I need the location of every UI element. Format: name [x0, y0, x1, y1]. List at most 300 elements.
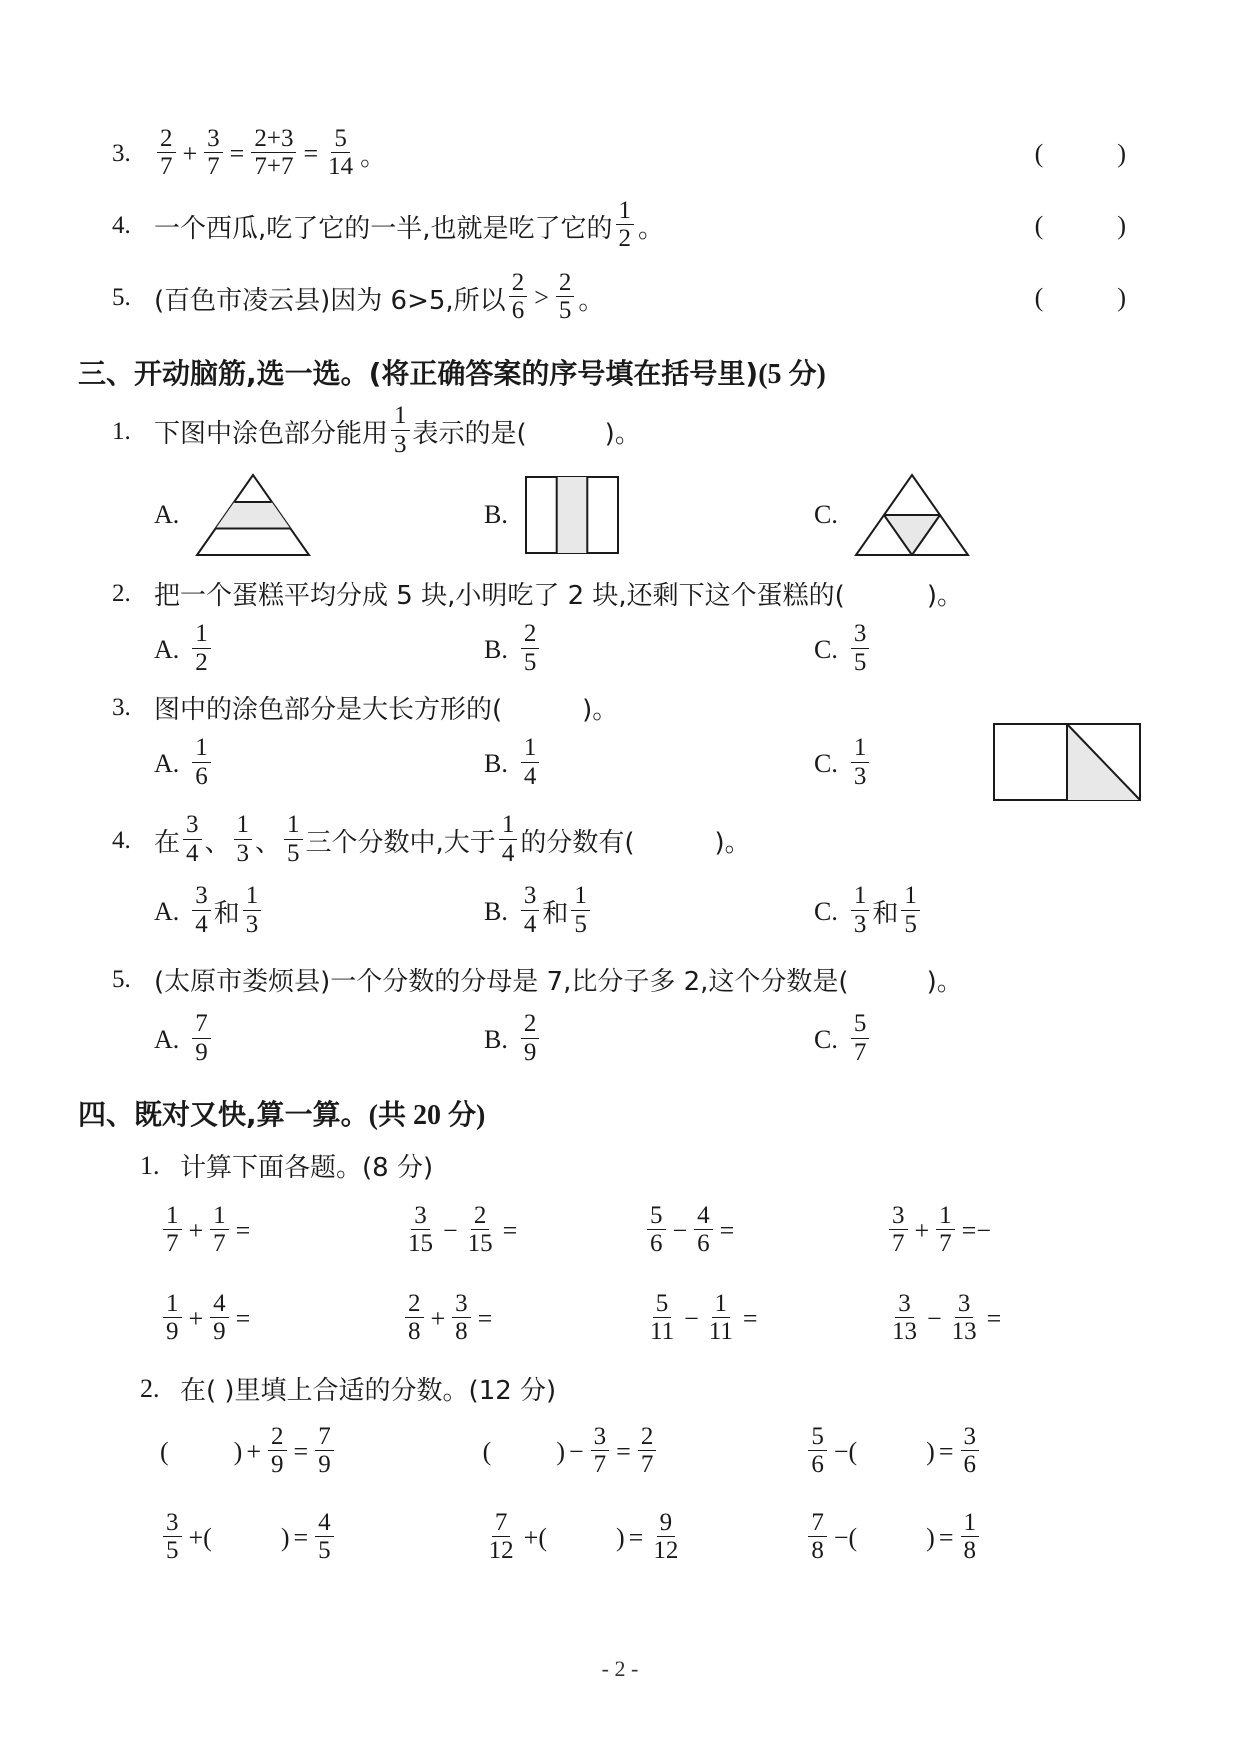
question-text [154, 813, 751, 868]
question-index: 3. [112, 693, 131, 721]
fill-fraction-2 [315, 1424, 334, 1479]
denominator: 9 [195, 1038, 208, 1066]
paren-left: ( [1034, 283, 1044, 312]
blank-paren-close: ) [556, 1437, 565, 1466]
question-text [154, 689, 618, 726]
option-b-label: B. [484, 500, 508, 529]
numerator: 2 [157, 126, 176, 154]
denominator: 5 [558, 297, 572, 324]
numerator: 2 [509, 270, 528, 298]
calc-cell[interactable] [644, 1278, 886, 1360]
question-text-end: )。 [926, 967, 963, 997]
paren-right: ) [1117, 211, 1126, 240]
denominator: 14 [328, 153, 354, 180]
numerator: 2 [521, 621, 540, 649]
question-text-main[interactable]: 图中的涂色部分是大长方形的( [154, 695, 503, 725]
numerator: 3 [163, 1510, 182, 1538]
fill-cell[interactable] [160, 1497, 483, 1579]
denominator: 12 [488, 1537, 514, 1564]
numerator: 4 [694, 1203, 713, 1231]
numerator: 1 [163, 1203, 182, 1231]
operator: − [672, 1216, 688, 1245]
denominator: 3 [394, 430, 407, 458]
fill-fraction-lead [163, 1510, 182, 1565]
fill-fraction-2 [961, 1424, 980, 1479]
fraction-3-7 [204, 126, 223, 181]
option-b-label: B. [484, 634, 508, 664]
denominator: 15 [467, 1230, 493, 1257]
equals-sign: = [616, 1437, 631, 1466]
calc-fraction-2 [936, 1203, 955, 1258]
numerator: 3 [521, 883, 540, 911]
full-stop: 。 [638, 213, 665, 244]
paren-right: ) [1117, 139, 1126, 168]
operator: + [188, 1304, 204, 1333]
numerator: 7 [192, 1011, 211, 1039]
denominator: 6 [963, 1451, 976, 1478]
fraction-2-7 [157, 126, 176, 181]
subquestion-index: 1. [140, 1150, 160, 1180]
option-a-fraction [192, 735, 211, 790]
blank-paren-open: ( [160, 1437, 169, 1466]
fill-cell[interactable] [805, 1411, 1128, 1493]
denominator: 2 [195, 648, 208, 676]
equals-sign: = [628, 1523, 644, 1552]
option-a-fraction-1 [192, 883, 211, 938]
option-c[interactable] [814, 622, 872, 677]
calc-cell[interactable] [644, 1190, 886, 1272]
denominator: 5 [318, 1537, 331, 1564]
calc-fraction-2 [694, 1203, 713, 1258]
option-b-label: B. [484, 748, 508, 778]
numerator: 9 [657, 1510, 676, 1538]
fraction-1-5 [284, 812, 303, 867]
operator: − [684, 1304, 699, 1333]
numerator: 5 [653, 1291, 672, 1319]
calc-cell[interactable] [160, 1190, 402, 1272]
calc-fraction-2 [949, 1291, 980, 1346]
fill-cell[interactable] [805, 1497, 1128, 1579]
calc-fraction-1 [647, 1291, 677, 1346]
question-text [154, 575, 963, 612]
operator: −( [833, 1523, 858, 1552]
denominator: 4 [523, 762, 537, 790]
option-a-conjunction: 和 [213, 899, 240, 929]
equals-sign: = [477, 1304, 493, 1333]
fill-fraction-1 [268, 1424, 287, 1479]
calc-fraction-2 [210, 1291, 229, 1346]
denominator: 4 [523, 910, 537, 938]
equals-sign: = [938, 1437, 954, 1466]
subquestion-index: 2. [140, 1373, 160, 1403]
truefalse-item-4 [112, 190, 1128, 262]
denominator: 8 [408, 1318, 421, 1345]
question-text [154, 404, 641, 459]
denominator: 7 [160, 153, 173, 180]
denominator: 8 [811, 1537, 824, 1564]
fraction-3-4 [183, 812, 202, 867]
denominator: 11 [650, 1318, 675, 1345]
equals-sign: = [235, 1304, 251, 1333]
paren-left: ( [1034, 211, 1044, 240]
numerator: 3 [961, 1424, 980, 1452]
numerator: 3 [183, 812, 202, 840]
denominator: 5 [853, 648, 867, 676]
numerator: 2 [638, 1424, 657, 1452]
item-body [154, 268, 605, 326]
operator: + [430, 1304, 446, 1333]
denominator: 4 [186, 839, 199, 867]
fill-fraction-2 [315, 1510, 334, 1565]
denominator: 5 [287, 839, 300, 867]
blank-space[interactable] [216, 1523, 281, 1553]
fraction-1-3 [234, 812, 253, 867]
mc-question-5 [112, 961, 1128, 998]
question-text-end: )。 [582, 695, 619, 725]
option-b-figure-group[interactable] [484, 471, 814, 559]
mc-question-1 [112, 404, 1128, 459]
numerator: 7 [492, 1510, 511, 1538]
denominator: 7 [166, 1230, 179, 1257]
denominator: 5 [166, 1537, 179, 1564]
option-c-fraction [851, 1011, 870, 1066]
option-c-label: C. [814, 748, 838, 778]
denominator: 5 [574, 910, 587, 938]
numerator: 1 [936, 1203, 955, 1231]
question-text-c[interactable]: 的分数有( [520, 828, 635, 858]
calc-cell[interactable] [886, 1278, 1128, 1360]
numerator: 3 [889, 1203, 908, 1231]
denominator: 6 [511, 297, 525, 324]
equals-sign: = [235, 1216, 251, 1245]
item-body [154, 124, 387, 182]
fill-fraction-2 [638, 1424, 657, 1479]
page-number: - 2 - [601, 1656, 639, 1681]
numerator: 3 [192, 883, 211, 911]
calc-cell[interactable] [402, 1278, 644, 1360]
numerator: 1 [521, 735, 540, 763]
numerator: 1 [571, 883, 590, 911]
denominator: 3 [236, 839, 250, 867]
blank-space[interactable] [861, 1523, 926, 1553]
option-b-fraction-1 [521, 883, 540, 938]
option-a-figure-group[interactable] [154, 471, 484, 559]
question-text-main[interactable]: 把一个蛋糕平均分成 5 块,小明吃了 2 块,还剩下这个蛋糕的( [154, 581, 845, 611]
numerator: 1 [391, 403, 410, 431]
equals-sign: = [719, 1216, 735, 1245]
calc-cell[interactable] [402, 1190, 644, 1272]
item-text: 一个西瓜,吃了它的一半,也就是吃了它的 [154, 213, 613, 244]
numerator: 1 [192, 735, 211, 763]
option-b[interactable] [484, 884, 814, 939]
equals-sign: = [293, 1437, 309, 1466]
fill-cell[interactable] [483, 1497, 806, 1579]
numerator: 1 [851, 735, 870, 763]
fill-fraction-lead [486, 1510, 517, 1565]
blank-paren-close: ) [280, 1523, 290, 1552]
option-a-label: A. [154, 748, 180, 778]
numerator: 1 [712, 1291, 731, 1319]
item-body [154, 196, 665, 254]
blank-paren-close: ) [615, 1523, 625, 1552]
operator: +( [188, 1523, 212, 1552]
truefalse-item-5 [112, 262, 1128, 334]
blank-space[interactable] [169, 1437, 234, 1467]
option-a[interactable] [154, 622, 484, 677]
section-4-subquestion-2 [112, 1370, 1128, 1407]
fraction-1-4 [499, 812, 518, 867]
denominator: 15 [408, 1230, 433, 1257]
calc-fraction-2 [706, 1291, 736, 1346]
operator: + [246, 1437, 262, 1466]
numerator: 3 [452, 1291, 471, 1319]
blank-paren-open: ( [482, 1437, 492, 1466]
section-3-heading [78, 352, 1128, 392]
fill-fraction-2 [650, 1510, 681, 1565]
option-b-conjunction: 和 [542, 899, 569, 929]
option-c-figure-group[interactable] [814, 471, 972, 559]
option-a-fraction [192, 1011, 211, 1066]
calc-fraction-2 [452, 1291, 471, 1346]
denominator: 13 [951, 1318, 977, 1345]
operator: − [927, 1304, 942, 1333]
option-a[interactable] [154, 1012, 484, 1067]
fill-row-1 [112, 1411, 1128, 1493]
denominator: 7 [213, 1230, 226, 1257]
blank-space[interactable] [491, 1437, 556, 1467]
equals-sign: = [293, 1523, 309, 1552]
denominator: 9 [271, 1451, 284, 1478]
denominator: 2 [618, 225, 632, 252]
option-c[interactable] [814, 884, 923, 939]
fraction-1-3 [391, 403, 410, 458]
mc-question-5-options [112, 1012, 1128, 1067]
blank-space[interactable] [551, 1523, 616, 1553]
question-text-before: 下图中涂色部分能用 [154, 419, 389, 449]
denominator: 7 [593, 1451, 607, 1478]
denominator: 4 [195, 910, 208, 938]
question-text-end: )。 [714, 828, 751, 858]
question-index: 1. [112, 417, 131, 445]
answer-parens-3[interactable] [1035, 139, 1126, 169]
section-4-score: (共 20 分) [368, 1100, 486, 1131]
numerator: 2 [405, 1291, 424, 1319]
option-c-fraction [851, 621, 870, 676]
option-c-label: C. [814, 500, 838, 529]
option-b[interactable] [484, 622, 814, 677]
option-c-fraction-1 [851, 883, 870, 938]
question-index: 2. [112, 579, 131, 607]
denominator: 7 [892, 1230, 905, 1257]
operator: −( [833, 1437, 858, 1466]
denominator: 8 [963, 1537, 976, 1564]
fraction-2-6 [509, 270, 528, 325]
fill-cell[interactable] [160, 1411, 483, 1493]
numerator: 3 [955, 1291, 974, 1319]
option-c[interactable] [814, 1012, 872, 1067]
option-b[interactable] [484, 1012, 814, 1067]
calc-cell[interactable] [160, 1278, 402, 1360]
option-b-label: B. [484, 896, 508, 926]
section-3-title: 三、开动脑筋,选一选。(将正确答案的序号填在括号里) [78, 357, 759, 390]
numerator: 1 [284, 812, 303, 840]
section-4-heading [78, 1093, 1128, 1133]
numerator: 1 [616, 198, 635, 226]
option-c-label: C. [814, 896, 838, 926]
numerator: 3 [411, 1203, 430, 1231]
option-c-conjunction: 和 [872, 899, 899, 929]
section-4-subquestion-1 [112, 1147, 1128, 1184]
calc-row-1 [112, 1190, 1128, 1272]
option-b[interactable] [484, 736, 814, 791]
triangle-4-subtriangles-icon [852, 471, 972, 559]
mc-question-2 [112, 575, 1128, 612]
fraction-1-2 [616, 198, 635, 253]
plus-sign: + [182, 139, 198, 168]
denominator: 3 [853, 910, 867, 938]
calc-cell[interactable] [886, 1190, 1128, 1272]
paren-right: ) [1117, 283, 1126, 312]
option-c-fraction [851, 735, 870, 790]
numerator: 1 [961, 1510, 980, 1538]
equals-sign-2: = [303, 139, 319, 168]
denominator: 9 [523, 1038, 537, 1066]
numerator: 5 [808, 1424, 827, 1452]
triangle-3-horizontal-bands-icon [193, 471, 313, 559]
fill-cell[interactable] [483, 1411, 806, 1493]
fill-fraction-1 [591, 1424, 610, 1479]
numerator: 7 [315, 1424, 334, 1452]
numerator: 7 [808, 1510, 827, 1538]
denominator: 6 [650, 1230, 663, 1257]
fill-fraction-lead [808, 1424, 827, 1479]
full-stop: 。 [360, 141, 387, 172]
numerator: 5 [851, 1011, 870, 1039]
greater-than-sign: > [534, 283, 549, 312]
operator: − [569, 1437, 584, 1466]
answer-parens-5[interactable] [1035, 283, 1126, 313]
numerator: 1 [210, 1203, 229, 1231]
denominator: 9 [318, 1451, 331, 1478]
numerator: 3 [591, 1424, 610, 1452]
numerator: 1 [851, 883, 870, 911]
denominator: 6 [697, 1230, 710, 1257]
numerator: 2 [471, 1203, 490, 1231]
calc-fraction-1 [405, 1203, 436, 1258]
question-text [154, 961, 963, 998]
truefalse-item-3 [112, 118, 1128, 190]
numerator: 1 [163, 1291, 182, 1319]
mc-question-4 [112, 813, 1128, 868]
option-b-fraction-2 [571, 883, 590, 938]
equals-sign: = [502, 1216, 518, 1245]
truefalse-list [112, 118, 1128, 334]
operator: + [914, 1216, 930, 1245]
calc-fraction-1 [889, 1203, 908, 1258]
numerator: 2+3 [251, 126, 296, 154]
blank-space[interactable] [861, 1437, 926, 1467]
numerator: 1 [499, 812, 518, 840]
option-c-label: C. [814, 634, 838, 664]
question-index: 5. [112, 965, 131, 993]
calc-fraction-2 [465, 1203, 496, 1258]
fill-fraction-2 [961, 1510, 980, 1565]
numerator: 3 [851, 621, 870, 649]
item-text: (百色市凌云县)因为 6>5,所以 [154, 285, 506, 316]
denominator: 13 [892, 1318, 917, 1345]
calc-fraction-1 [163, 1203, 182, 1258]
option-a-label: A. [154, 500, 180, 529]
calc-fraction-1 [163, 1291, 182, 1346]
subquestion-text: 在( )里填上合适的分数。(12 分) [180, 1376, 557, 1406]
full-stop: 。 [578, 285, 605, 316]
equals-sign: = [938, 1523, 954, 1552]
denominator: 7 [640, 1451, 654, 1478]
question-3-figure-group [992, 722, 1142, 807]
denominator: 4 [501, 839, 515, 867]
blank-paren-close: ) [926, 1523, 935, 1552]
mc-question-1-figures [112, 467, 1128, 563]
option-a-label: A. [154, 634, 180, 664]
numerator: 1 [192, 621, 211, 649]
denominator: 5 [523, 648, 537, 676]
denominator: 12 [653, 1537, 679, 1564]
item-index: 3. [112, 140, 131, 167]
separator-2: 、 [255, 828, 282, 858]
option-c-fraction-2 [901, 883, 920, 938]
option-a[interactable] [154, 736, 484, 791]
numerator: 1 [901, 883, 920, 911]
separator-1: 、 [204, 828, 231, 858]
option-a[interactable] [154, 884, 484, 939]
item-index: 4. [112, 212, 131, 239]
option-a-label: A. [154, 896, 180, 926]
rectangle-3-vertical-strips-icon [522, 471, 622, 559]
denominator: 6 [195, 762, 208, 790]
option-c-label: C. [814, 1024, 838, 1054]
numerator: 3 [204, 126, 223, 154]
fraction-2-5 [556, 270, 575, 325]
numerator: 1 [234, 812, 253, 840]
calc-row-2 [112, 1278, 1128, 1360]
answer-parens-4[interactable] [1035, 211, 1126, 241]
equals-sign: = [986, 1304, 1002, 1333]
calc-fraction-1 [405, 1291, 424, 1346]
denominator: 5 [904, 910, 917, 938]
option-b-fraction [521, 735, 540, 790]
calc-fraction-1 [647, 1203, 666, 1258]
fraction-5-14 [325, 126, 356, 181]
option-c[interactable] [814, 736, 872, 791]
item-index: 5. [112, 284, 131, 311]
fill-row-2 [112, 1497, 1128, 1579]
question-text-end: )。 [604, 419, 641, 449]
denominator: 3 [853, 762, 867, 790]
option-b-fraction [521, 1011, 540, 1066]
denominator: 7 [207, 153, 220, 180]
paren-left: ( [1034, 139, 1044, 168]
denominator: 6 [811, 1451, 824, 1478]
denominator: 9 [213, 1318, 226, 1345]
question-text-end: )。 [926, 581, 963, 611]
question-text-after[interactable]: 表示的是( [412, 419, 527, 449]
operator: +( [523, 1523, 547, 1552]
question-text-main[interactable]: (太原市娄烦县)一个分数的分母是 7,比分子多 2,这个分数是( [154, 967, 849, 997]
mc-question-3 [112, 689, 1128, 726]
equals-sign: = [742, 1304, 758, 1333]
denominator: 8 [455, 1318, 468, 1345]
operator: + [188, 1216, 204, 1245]
